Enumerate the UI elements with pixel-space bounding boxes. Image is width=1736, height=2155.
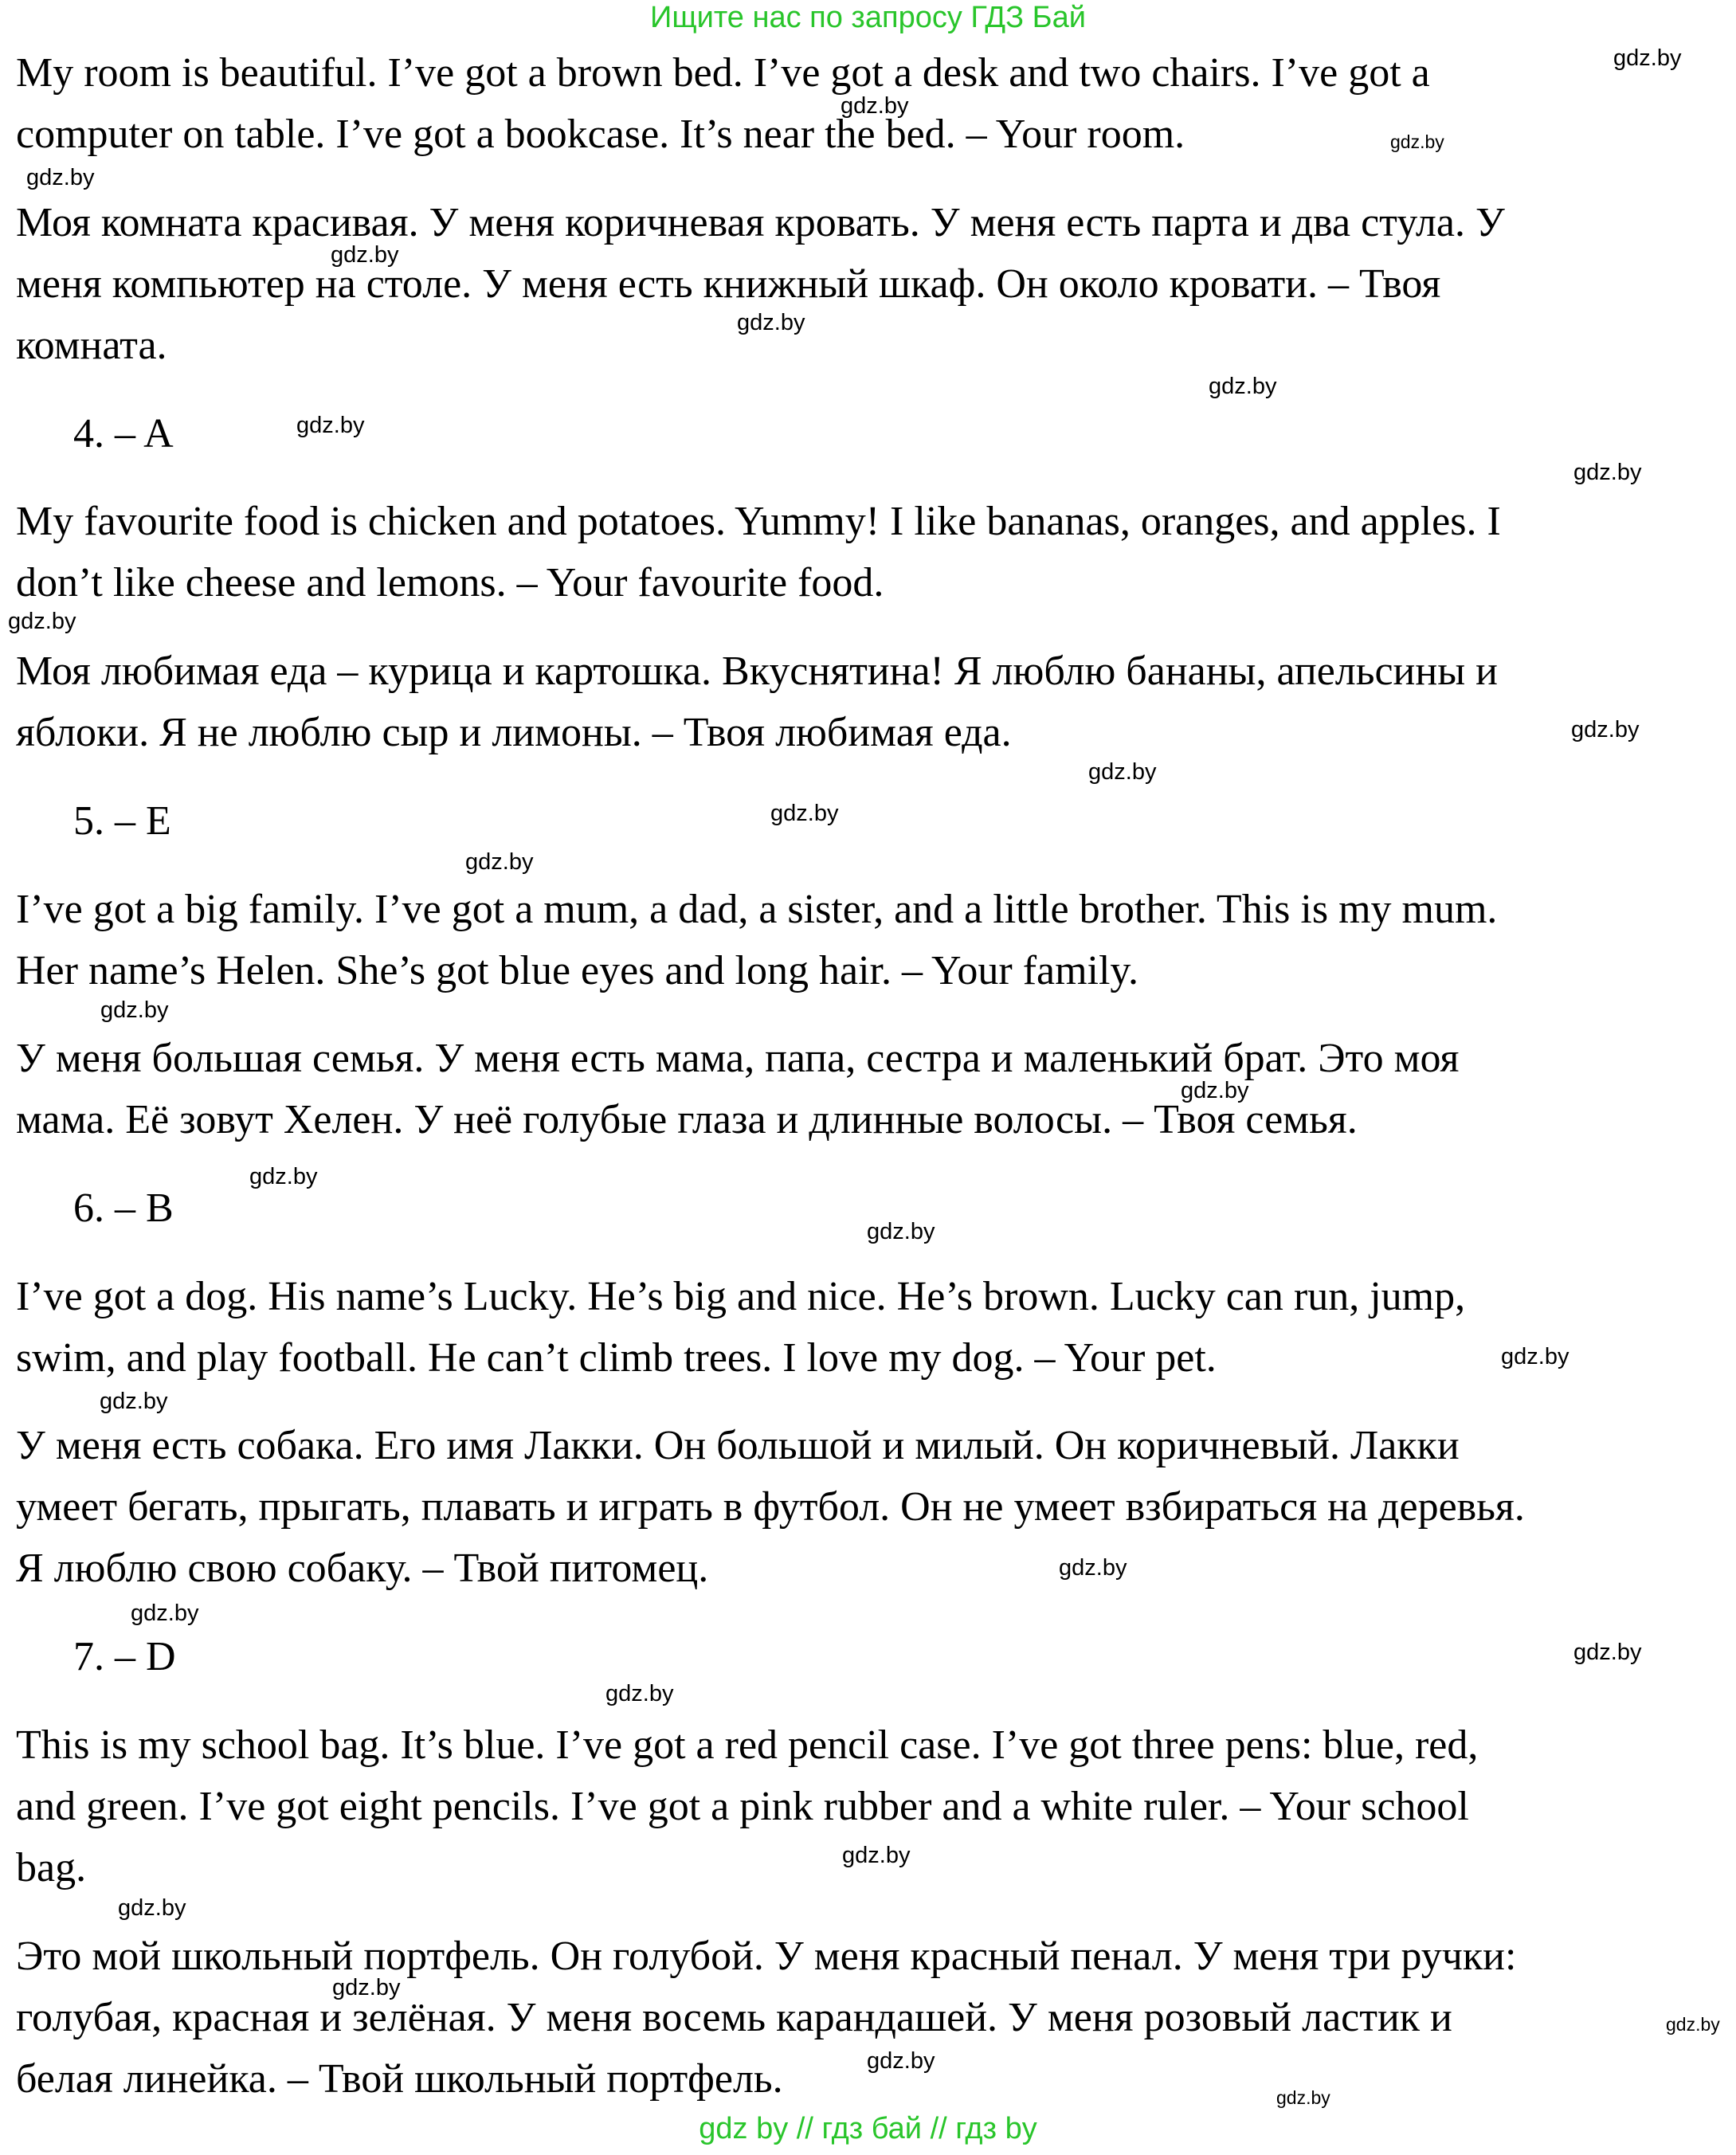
watermark: gdz.by [1666,2014,1720,2035]
watermark: gdz.by [8,609,76,634]
watermark: gdz.by [770,801,839,826]
text-line: Моя комната красивая. У меня коричневая кровать. У меня есть парта и два стула. У [16,200,1505,245]
text-line: мама. Её зовут Хелен. У неё голубые глаза и длинные волосы. – Твоя семья. [16,1097,1358,1142]
text-line: swim, and play football. He can’t climb trees. I love my dog. – Your pet. [16,1335,1217,1381]
text-line: don’t like cheese and lemons. – Your favourite food. [16,560,884,605]
task-number: 4. – A [73,411,174,456]
watermark: gdz.by [331,242,399,268]
watermark: gdz.by [605,1681,674,1706]
text-line: I’ve got a dog. His name’s Lucky. He’s big and nice. He’s brown. Lucky can run, jump, [16,1274,1466,1319]
text-line: белая линейка. – Твой школьный портфель. [16,2056,783,2102]
text-line: My room is beautiful. I’ve got a brown bed. I’ve got a desk and two chairs. I’ve got a [16,50,1430,96]
text-line: and green. I’ve got eight pencils. I’ve got a pink rubber and a white ruler. – Your school [16,1784,1469,1829]
text-line: меня компьютер на столе. У меня есть книжный шкаф. Он около кровати. – Твоя [16,261,1441,307]
task-number: 6. – B [73,1185,174,1231]
watermark: gdz.by [1088,759,1157,785]
text-line: My favourite food is chicken and potatoes. Yummy! I like bananas, oranges, and apples. I [16,499,1501,544]
text-line: Her name’s Helen. She’s got blue eyes and long hair. – Your family. [16,948,1139,993]
watermark: gdz.by [332,1975,401,2000]
watermark: gdz.by [249,1164,318,1189]
page-footer-links: gdz by // гдз бай // гдз by [699,2112,1037,2145]
text-line: умеет бегать, прыгать, плавать и играть в футбол. Он не умеет взбираться на деревья. [16,1484,1525,1530]
text-line: Я люблю свою собаку. – Твой питомец. [16,1546,709,1591]
task-number: 5. – E [73,798,171,844]
watermark: gdz.by [100,997,169,1023]
text-line: комната. [16,323,167,368]
watermark: gdz.by [1613,45,1682,71]
text-line: У меня есть собака. Его имя Лакки. Он большой и милый. Он коричневый. Лакки [16,1423,1460,1468]
watermark: gdz.by [100,1389,168,1414]
watermark: gdz.by [296,413,365,438]
watermark: gdz.by [867,2048,935,2074]
watermark: gdz.by [1571,717,1640,742]
watermark: gdz.by [1276,2087,1330,2108]
watermark: gdz.by [1059,1555,1127,1581]
text-line: голубая, красная и зелёная. У меня восемь карандашей. У меня розовый ластик и [16,1995,1452,2040]
watermark: gdz.by [1181,1078,1249,1103]
watermark: gdz.by [1501,1344,1569,1369]
watermark: gdz.by [465,849,534,875]
watermark: gdz.by [737,310,805,335]
page-header-banner: Ищите нас по запросу ГДЗ Бай [650,1,1086,34]
watermark: gdz.by [842,1843,911,1868]
watermark: gdz.by [1209,374,1277,399]
text-line: У меня большая семья. У меня есть мама, папа, сестра и маленький брат. Это моя [16,1036,1460,1081]
text-line: Моя любимая еда – курица и картошка. Вкуснятина! Я люблю бананы, апельсины и [16,648,1498,694]
text-line: яблоки. Я не люблю сыр и лимоны. – Твоя любимая еда. [16,710,1012,755]
task-number: 7. – D [73,1634,176,1679]
watermark: gdz.by [131,1601,199,1626]
text-line: This is my school bag. It’s blue. I’ve got a red pencil case. I’ve got three pens: blue, red, [16,1722,1479,1768]
watermark: gdz.by [118,1895,186,1921]
text-line: computer on table. I’ve got a bookcase. It’s near the bed. – Your room. [16,112,1185,157]
watermark: gdz.by [26,165,95,190]
watermark: gdz.by [1390,131,1444,152]
text-line: bag. [16,1845,87,1891]
watermark: gdz.by [1573,1640,1642,1665]
watermark: gdz.by [841,93,909,119]
watermark: gdz.by [1573,460,1642,485]
watermark: gdz.by [867,1219,935,1244]
text-line: Это мой школьный портфель. Он голубой. У меня красный пенал. У меня три ручки: [16,1934,1517,1979]
text-line: I’ve got a big family. I’ve got a mum, a dad, a sister, and a little brother. This is my mum. [16,887,1498,932]
